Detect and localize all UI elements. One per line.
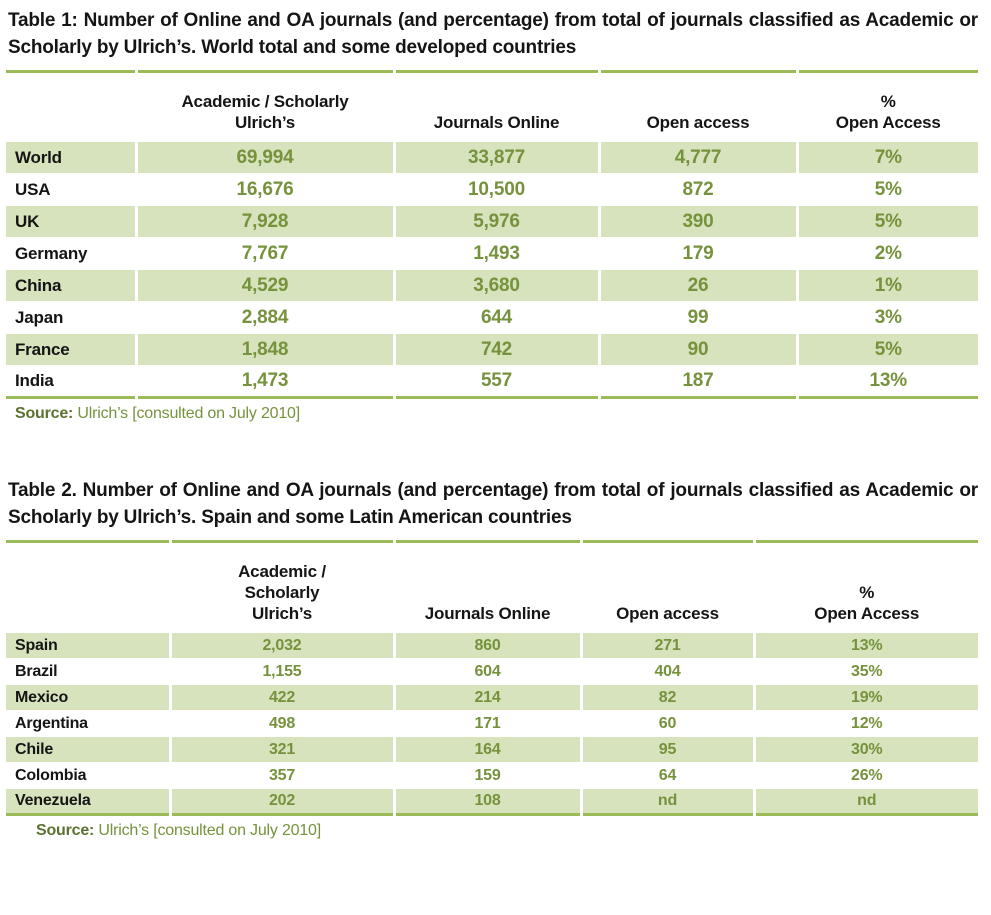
table-row (6, 633, 978, 659)
cell-value: 10,500 (394, 174, 599, 206)
cell-value: 2% (797, 238, 978, 270)
header-cell: Academic / Scholarly Ulrich’s (136, 72, 394, 142)
cell-value: 390 (599, 206, 797, 238)
cell-value: 108 (394, 789, 581, 815)
cell-value: 3% (797, 302, 978, 334)
cell-value: 1% (797, 270, 978, 302)
cell-value: 202 (170, 789, 394, 815)
table-row (6, 142, 978, 174)
cell-value: 12% (754, 711, 978, 737)
cell-value: 187 (599, 366, 797, 398)
table-row (6, 206, 978, 238)
row-label: Germany (15, 243, 88, 263)
cell-value: 5% (797, 206, 978, 238)
table-1 (6, 70, 978, 399)
cell-value: 5% (797, 334, 978, 366)
header-cell: Academic / Scholarly Ulrich’s (170, 542, 394, 633)
cell-value: 5% (797, 174, 978, 206)
cell-value: 214 (394, 685, 581, 711)
cell-value: 604 (394, 659, 581, 685)
header-cell-empty (6, 542, 170, 633)
row-label: China (6, 270, 136, 302)
table-row (6, 685, 978, 711)
cell-value: 860 (394, 633, 581, 659)
cell-value: nd (754, 789, 978, 815)
row-label: Brazil (15, 662, 58, 680)
source-label: Source: (36, 822, 95, 839)
table-row (6, 737, 978, 763)
cell-value: 26% (754, 763, 978, 789)
header-cell-empty (6, 72, 136, 142)
cell-value: 1,848 (136, 334, 394, 366)
header-cell: Open access (599, 72, 797, 142)
cell-value: 498 (170, 711, 394, 737)
table-row (6, 366, 978, 398)
source-label: Source: (15, 405, 74, 422)
table-row (6, 789, 978, 815)
cell-value: 5,976 (394, 206, 599, 238)
row-label: Mexico (6, 685, 170, 711)
cell-value: 19% (754, 685, 978, 711)
cell-value: 13% (754, 633, 978, 659)
cell-value: 7% (797, 142, 978, 174)
table-row (6, 270, 978, 302)
page (6, 7, 978, 842)
cell-value: 271 (581, 633, 754, 659)
cell-value: 16,676 (136, 174, 394, 206)
cell-value: 69,994 (136, 142, 394, 174)
table-row (6, 174, 978, 206)
cell-value: 321 (170, 737, 394, 763)
row-label: Colombia (15, 766, 87, 784)
header-row (6, 72, 978, 142)
cell-value: 179 (599, 238, 797, 270)
table-2-section (6, 477, 978, 842)
cell-value: 13% (797, 366, 978, 398)
cell-value: 95 (581, 737, 754, 763)
row-label: Spain (6, 633, 170, 659)
table-row (6, 302, 978, 334)
cell-value: 1,155 (170, 659, 394, 685)
cell-value: 35% (754, 659, 978, 685)
cell-value: 4,777 (599, 142, 797, 174)
cell-value: 557 (394, 366, 599, 398)
cell-value: 404 (581, 659, 754, 685)
table-1-source (6, 403, 978, 425)
row-label: Argentina (15, 714, 88, 732)
cell-value: 742 (394, 334, 599, 366)
source-text: Ulrich’s [consulted on July 2010] (98, 822, 321, 839)
table-row (6, 238, 978, 270)
header-row (6, 542, 978, 633)
table-2 (6, 540, 978, 816)
header-cell: Journals Online (394, 72, 599, 142)
cell-value: 357 (170, 763, 394, 789)
cell-value: 164 (394, 737, 581, 763)
cell-value: 2,884 (136, 302, 394, 334)
table-row (6, 659, 978, 685)
cell-value: 90 (599, 334, 797, 366)
header-cell: Journals Online (394, 542, 581, 633)
table-2-title: Table 2. Number of Online and OA journals (and percentage) from total of journals classified as Academic or Scholarly by Ulrich’s. Spain and some Latin American countries (8, 480, 978, 528)
cell-value: 60 (581, 711, 754, 737)
cell-value: 422 (170, 685, 394, 711)
cell-value: nd (581, 789, 754, 815)
cell-value: 171 (394, 711, 581, 737)
cell-value: 3,680 (394, 270, 599, 302)
cell-value: 4,529 (136, 270, 394, 302)
cell-value: 1,473 (136, 366, 394, 398)
row-label: Venezuela (6, 789, 170, 815)
row-label: France (6, 334, 136, 366)
cell-value: 82 (581, 685, 754, 711)
row-label: UK (6, 206, 136, 238)
cell-value: 26 (599, 270, 797, 302)
row-label: USA (15, 179, 51, 199)
cell-value: 644 (394, 302, 599, 334)
table-1-section (6, 7, 978, 425)
table-row (6, 334, 978, 366)
table-1-title: Table 1: Number of Online and OA journals (and percentage) from total of journals classified as Academic or Scholarly by Ulrich’s. World total and some developed countries (8, 10, 978, 58)
cell-value: 1,493 (394, 238, 599, 270)
cell-value: 7,767 (136, 238, 394, 270)
cell-value: 99 (599, 302, 797, 334)
table-row (6, 763, 978, 789)
table-row (6, 711, 978, 737)
header-cell: Open access (581, 542, 754, 633)
source-text: Ulrich’s [consulted on July 2010] (77, 405, 300, 422)
table-2-source (6, 820, 978, 842)
cell-value: 872 (599, 174, 797, 206)
header-cell: % Open Access (754, 542, 978, 633)
row-label: India (15, 371, 54, 390)
cell-value: 2,032 (170, 633, 394, 659)
row-label: Japan (15, 307, 64, 327)
cell-value: 159 (394, 763, 581, 789)
cell-value: 30% (754, 737, 978, 763)
row-label: World (6, 142, 136, 174)
cell-value: 33,877 (394, 142, 599, 174)
row-label: Chile (6, 737, 170, 763)
cell-value: 7,928 (136, 206, 394, 238)
header-cell: % Open Access (797, 72, 978, 142)
cell-value: 64 (581, 763, 754, 789)
